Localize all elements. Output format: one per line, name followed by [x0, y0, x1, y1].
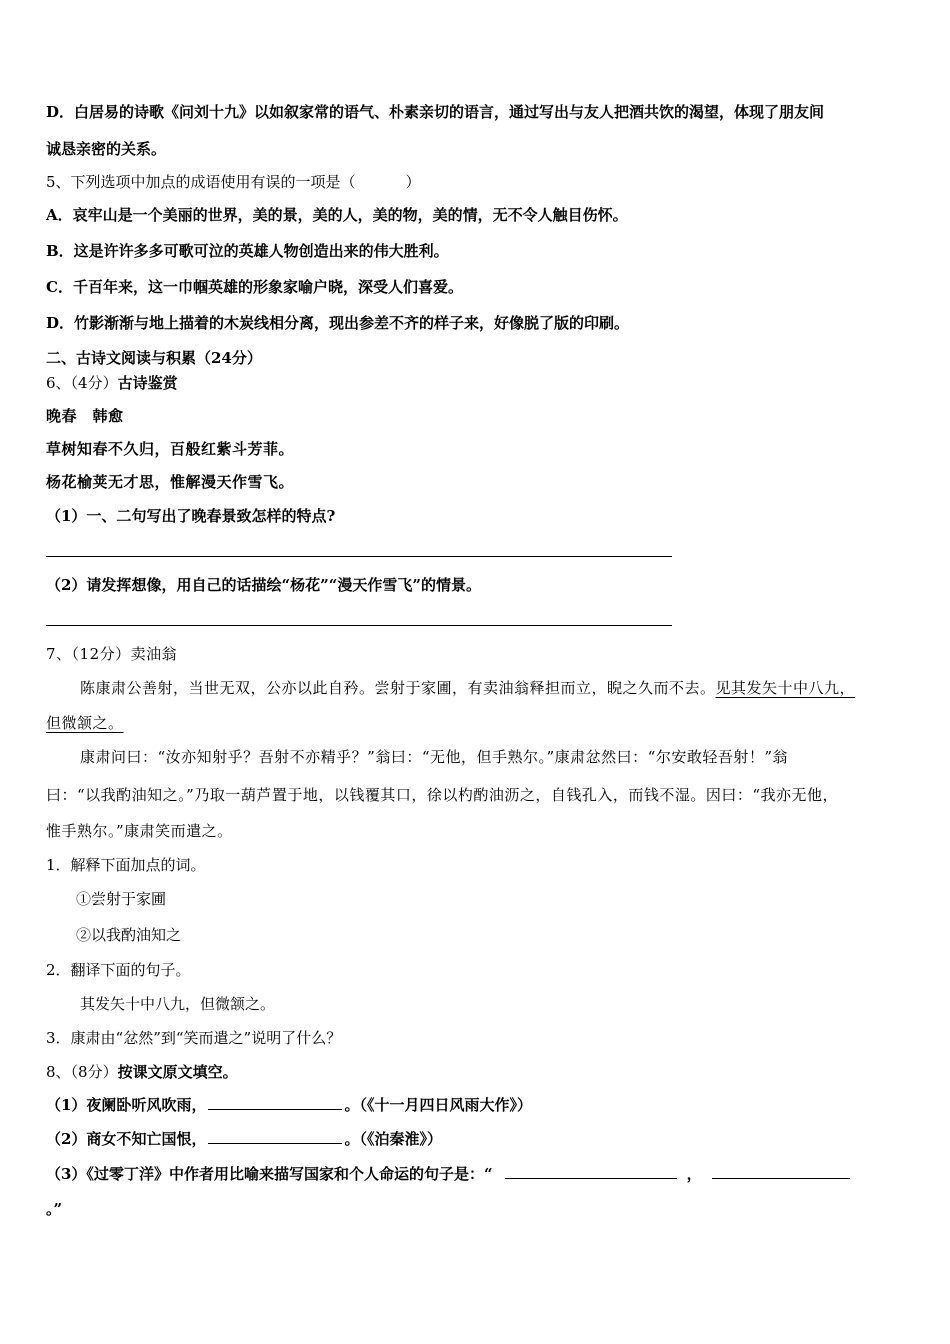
q7-underlined-sentence-part1: 见其发矢十中八九，	[715, 679, 856, 697]
q8-item3-blank2[interactable]	[712, 1163, 850, 1179]
section2-heading: 二、古诗文阅读与积累（24分）	[46, 349, 262, 367]
q6-answer-line2[interactable]	[46, 625, 672, 626]
q4-option-d-line1: D．白居易的诗歌《问刘十九》以如叙家常的语气、朴素亲切的语言，通过写出与友人把酒共饮的渴望，体现了朋友间	[46, 103, 825, 121]
q6-heading-label: 古诗鉴赏	[117, 374, 178, 392]
q7-heading: 7、（12分）卖油翁	[46, 645, 178, 663]
q8-item2	[46, 1128, 442, 1150]
q7-task3: 3．康肃由“忿然”到“笑而遣之”说明了什么？	[46, 1029, 342, 1047]
q5-stem-text: 5、下列选项中加点的成语使用有误的一项是（	[46, 173, 356, 191]
q6-poem-line1: 草树知春不久归，百般红紫斗芳菲。	[46, 440, 295, 458]
q8-item3	[46, 1163, 852, 1185]
q8-item3-prompt: （3）《过零丁洋》中作者用比喻来描写国家和个人命运的句子是：“	[46, 1165, 493, 1183]
q7-task2-sentence: 其发矢十中八九，但微颔之。	[80, 995, 276, 1013]
q8-heading	[46, 1061, 238, 1083]
q6-poem-line2: 杨花榆荚无才思，惟解漫天作雪飞。	[46, 473, 295, 491]
q5-stem	[46, 171, 421, 193]
q8-item1-source: 。（《十一月四日风雨大作》）	[344, 1096, 532, 1114]
q7-para1-line1	[80, 677, 855, 699]
q7-underlined-sentence-part2: 但微颔之。	[46, 714, 124, 732]
q6-sub2: （2）请发挥想像，用自己的话描绘“杨花”“漫天作雪飞”的情景。	[46, 576, 481, 594]
q8-heading-label: 按课文原文填空。	[117, 1063, 238, 1081]
q8-item3-comma: ，	[686, 1165, 702, 1183]
q6-poem-title: 晚春 韩愈	[46, 407, 124, 425]
q5-option-a: A．哀牢山是一个美丽的世界，美的景，美的人，美的物，美的情，无不令人触目伤怀。	[46, 206, 628, 224]
q4-option-d-line2: 诚恳亲密的关系。	[46, 140, 167, 158]
q8-item2-prompt: （2）商女不知亡国恨，	[46, 1130, 207, 1148]
q7-para2-line1: 康肃问曰：“汝亦知射乎？吾射不亦精乎？”翁曰：“无他，但手熟尔。”康肃忿然曰：“尔安敢轻吾射！”翁	[80, 748, 789, 766]
q5-stem-close: ）	[405, 173, 421, 191]
q5-option-c: C．千百年来，这一巾帼英雄的形象家喻户晓，深受人们喜爱。	[46, 278, 463, 296]
q6-sub1: （1）一、二句写出了晚春景致怎样的特点?	[46, 507, 336, 525]
q8-item3-end: 。”	[46, 1200, 63, 1218]
q8-item3-blank1[interactable]	[505, 1163, 677, 1179]
q7-task1-item1: ①尝射于家圃	[76, 890, 167, 908]
q7-para2-line2: 曰：“以我酌油知之。”乃取一葫芦置于地，以钱覆其口，徐以杓酌油沥之，自钱孔入，而钱不湿。因曰：“我亦无他，	[46, 786, 839, 804]
q8-item1	[46, 1094, 532, 1116]
q5-option-d: D．竹影渐渐与地上描着的木炭线相分离，现出参差不齐的样子来，好像脱了版的印刷。	[46, 314, 630, 332]
q8-item2-blank[interactable]	[208, 1128, 342, 1144]
q8-item2-source: 。（《泊秦淮》）	[344, 1130, 442, 1148]
q7-task1: 1．解释下面加点的词。	[46, 856, 206, 874]
q5-option-b: B．这是许许多多可歌可泣的英雄人物创造出来的伟大胜利。	[46, 242, 449, 260]
q8-item1-prompt: （1）夜阑卧听风吹雨，	[46, 1096, 207, 1114]
q8-heading-prefix: 8、（8分）	[46, 1063, 118, 1081]
q7-para2-line3: 惟手熟尔。”康肃笑而遣之。	[46, 822, 233, 840]
q7-task1-item2: ②以我酌油知之	[76, 926, 182, 944]
q6-heading	[46, 372, 178, 394]
q7-task2: 2．翻译下面的句子。	[46, 961, 191, 979]
q8-item1-blank[interactable]	[208, 1094, 342, 1110]
q6-answer-line1[interactable]	[46, 556, 672, 557]
q6-heading-prefix: 6、（4分）	[46, 374, 118, 392]
q7-para1-text: 陈康肃公善射，当世无双，公亦以此自矜。尝射于家圃，有卖油翁释担而立，睨之久而不去。	[80, 679, 716, 697]
